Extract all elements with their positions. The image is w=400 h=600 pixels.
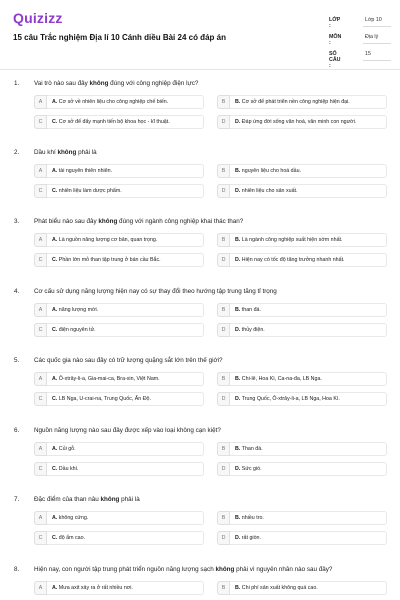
meta-label: MÔN :: [329, 34, 342, 46]
question-text: [34, 80, 198, 87]
option-body: Cơ sở về nhiên liệu cho công nghiệp chế biến.: [58, 99, 169, 105]
answer-option-b[interactable]: [217, 511, 387, 525]
option-letter-badge: A: [34, 303, 47, 317]
option-body: nhiều tro.: [241, 515, 264, 521]
answer-option-a[interactable]: [34, 511, 204, 525]
meta-label: LỚP :: [329, 17, 341, 29]
option-label: A.: [52, 168, 58, 174]
question-text-emphasis: không: [89, 80, 109, 87]
option-letter-badge: A: [34, 164, 47, 178]
answer-option-d[interactable]: [217, 392, 387, 406]
option-text: [52, 116, 204, 128]
option-body: Than đá.: [241, 446, 263, 452]
option-letter-badge: A: [34, 442, 47, 456]
option-body: không cứng.: [58, 515, 89, 521]
option-body: nhiên liệu làm dược phẩm.: [58, 188, 122, 194]
answer-option-c[interactable]: [34, 531, 204, 545]
option-label: C.: [52, 535, 58, 541]
option-text: [235, 393, 387, 405]
answer-option-a[interactable]: [34, 581, 204, 595]
option-letter-badge: A: [34, 95, 47, 109]
option-text: [52, 185, 204, 197]
document-title: 15 câu Trắc nghiệm Địa lí 10 Cánh diều Bài 24 có đáp án: [13, 33, 226, 42]
option-letter-badge: C: [34, 531, 47, 545]
question-number: 7.: [14, 496, 20, 503]
option-letter-badge: C: [34, 392, 47, 406]
question-number: 3.: [14, 218, 20, 225]
option-text: [52, 393, 204, 405]
answer-option-b[interactable]: [217, 233, 387, 247]
answer-option-a[interactable]: [34, 233, 204, 247]
question-text-emphasis: không: [100, 496, 120, 503]
answer-option-d[interactable]: [217, 253, 387, 267]
question-text-part: đúng với công nghiệp điện lực?: [108, 80, 199, 87]
meta-value: Địa lý: [363, 31, 391, 44]
option-text: [235, 234, 387, 246]
option-label: D.: [235, 327, 241, 333]
answer-option-c[interactable]: [34, 323, 204, 337]
option-body: Phần lớn mỏ than tập trung ở bán cầu Bắc.: [58, 257, 161, 263]
option-text: [52, 324, 204, 336]
option-label: C.: [52, 257, 58, 263]
option-body: Chi-lê, Hoa Kì, Ca-na-đa, LB Nga.: [241, 376, 322, 382]
answer-option-d[interactable]: [217, 323, 387, 337]
option-text: [52, 304, 204, 316]
question-text-part: Nguồn năng lượng nào sau đây được xếp vào loại không cạn kiệt?: [34, 427, 221, 434]
option-body: Chi phí sản xuất không quá cao.: [241, 585, 318, 591]
option-letter-badge: C: [34, 323, 47, 337]
option-body: Là nguồn năng lượng cơ bản, quan trọng.: [58, 237, 158, 243]
option-label: D.: [235, 188, 241, 194]
option-letter-badge: B: [217, 372, 230, 386]
option-text: [235, 532, 387, 544]
header: [0, 0, 400, 69]
question-text: [34, 566, 332, 573]
option-body: điện nguyên tử.: [58, 327, 96, 333]
option-body: tài nguyên thiên nhiên.: [58, 168, 113, 174]
answer-option-d[interactable]: [217, 462, 387, 476]
question-text-emphasis: không: [98, 218, 118, 225]
option-label: C.: [52, 466, 58, 472]
option-label: B.: [235, 237, 241, 243]
option-label: A.: [52, 515, 58, 521]
question-text-part: Các quốc gia nào sau đây có trữ lượng quặng sắt lớn trên thế giới?: [34, 357, 223, 364]
question-text-part: phải là: [119, 496, 140, 503]
option-body: Dầu khí.: [58, 466, 79, 472]
answer-option-c[interactable]: [34, 184, 204, 198]
option-body: độ ẩm cao.: [58, 535, 86, 541]
option-letter-badge: B: [217, 95, 230, 109]
question-text: [34, 496, 140, 503]
answer-option-b[interactable]: [217, 442, 387, 456]
answer-option-a[interactable]: [34, 95, 204, 109]
question-text-part: Hiện nay, con người tập trung phát triển nguồn năng lượng sạch: [34, 566, 216, 573]
answer-option-c[interactable]: [34, 392, 204, 406]
option-body: LB Nga, U-crai-na, Trung Quốc, Ấn Độ.: [58, 396, 151, 402]
answer-option-b[interactable]: [217, 581, 387, 595]
option-text: [235, 185, 387, 197]
answer-option-c[interactable]: [34, 462, 204, 476]
option-letter-badge: C: [34, 184, 47, 198]
option-text: [52, 463, 204, 475]
answer-option-b[interactable]: [217, 303, 387, 317]
answer-option-a[interactable]: [34, 164, 204, 178]
option-letter-badge: B: [217, 303, 230, 317]
option-label: B.: [235, 99, 241, 105]
option-label: B.: [235, 446, 241, 452]
answer-option-b[interactable]: [217, 372, 387, 386]
option-label: B.: [235, 376, 241, 382]
option-text: [52, 234, 204, 246]
option-text: [52, 165, 204, 177]
option-text: [235, 582, 387, 594]
option-letter-badge: D: [217, 531, 230, 545]
answer-option-b[interactable]: [217, 95, 387, 109]
meta-label: SỐ CÂU :: [329, 51, 341, 69]
option-letter-badge: D: [217, 323, 230, 337]
question-text-part: Cơ cấu sử dụng năng lượng hiện nay có sự thay đổi theo hướng tập trung tăng tỉ trọng: [34, 288, 277, 295]
meta-value: Lớp 10: [363, 14, 391, 27]
option-body: Cơ sở để phát triển nền công nghiệp hiện đại.: [241, 99, 350, 105]
option-body: Sức gió.: [241, 466, 262, 472]
option-text: [52, 582, 204, 594]
option-label: A.: [52, 99, 58, 105]
option-text: [235, 443, 387, 455]
answer-option-d[interactable]: [217, 115, 387, 129]
meta-value: 15: [363, 48, 391, 61]
question-text: [34, 357, 223, 364]
option-letter-badge: A: [34, 233, 47, 247]
option-letter-badge: C: [34, 115, 47, 129]
question-text-part: Vai trò nào sau đây: [34, 80, 90, 87]
option-letter-badge: A: [34, 372, 47, 386]
option-letter-badge: C: [34, 462, 47, 476]
option-letter-badge: B: [217, 581, 230, 595]
option-label: D.: [235, 257, 241, 263]
option-letter-badge: D: [217, 462, 230, 476]
option-body: Mưa axit xảy ra ở rất nhiều nơi.: [58, 585, 133, 591]
option-text: [235, 165, 387, 177]
question-text-emphasis: không: [215, 566, 235, 573]
option-label: B.: [235, 515, 241, 521]
question-number: 6.: [14, 427, 20, 434]
option-body: năng lượng mới.: [58, 307, 99, 313]
option-label: D.: [235, 396, 241, 402]
option-text: [52, 512, 204, 524]
option-label: D.: [235, 119, 241, 125]
option-text: [235, 116, 387, 128]
option-label: C.: [52, 327, 58, 333]
option-label: D.: [235, 535, 241, 541]
option-text: [235, 463, 387, 475]
option-letter-badge: D: [217, 253, 230, 267]
question-text: [34, 288, 277, 295]
option-text: [235, 373, 387, 385]
question-text-part: phải vì nguyên nhân nào sau đây?: [234, 566, 333, 573]
option-label: C.: [52, 188, 58, 194]
header-divider: [0, 69, 400, 70]
option-label: A.: [52, 446, 58, 452]
option-text: [52, 532, 204, 544]
option-label: B.: [235, 585, 241, 591]
question-number: 4.: [14, 288, 20, 295]
option-body: nguyên liệu cho hoá dầu.: [241, 168, 301, 174]
option-label: A.: [52, 585, 58, 591]
option-letter-badge: A: [34, 581, 47, 595]
option-body: Cơ sở để đẩy mạnh tiến bộ khoa học - kĩ thuật.: [58, 119, 170, 125]
answer-option-a[interactable]: [34, 442, 204, 456]
question-text-part: Dầu khí: [34, 149, 58, 156]
option-text: [52, 443, 204, 455]
option-letter-badge: D: [217, 392, 230, 406]
option-label: C.: [52, 119, 58, 125]
quizizz-logo: Quizizz: [13, 10, 63, 26]
option-body: than đá.: [241, 307, 261, 313]
question-text-emphasis: không: [57, 149, 77, 156]
answer-option-d[interactable]: [217, 184, 387, 198]
option-text: [235, 512, 387, 524]
option-letter-badge: B: [217, 511, 230, 525]
option-letter-badge: D: [217, 184, 230, 198]
option-letter-badge: B: [217, 233, 230, 247]
option-label: D.: [235, 466, 241, 472]
option-body: Đáp ứng đời sống văn hoá, văn minh con người.: [241, 119, 357, 125]
answer-option-a[interactable]: [34, 303, 204, 317]
question-number: 5.: [14, 357, 20, 364]
option-body: nhiên liệu cho sản xuất.: [241, 188, 298, 194]
option-text: [235, 304, 387, 316]
question-number: 2.: [14, 149, 20, 156]
option-text: [52, 373, 204, 385]
question-text: [34, 218, 243, 225]
answer-option-d[interactable]: [217, 531, 387, 545]
option-label: A.: [52, 376, 58, 382]
option-body: Hiện nay có tốc độ tăng trưởng nhanh nhất.: [241, 257, 345, 263]
option-label: A.: [52, 237, 58, 243]
option-text: [235, 254, 387, 266]
option-letter-badge: C: [34, 253, 47, 267]
option-text: [235, 324, 387, 336]
option-body: rất giòn.: [241, 535, 261, 541]
option-body: Ô-xtrây-li-a, Gia-mai-ca, Bra-xin, Việt Nam.: [58, 376, 160, 382]
option-letter-badge: B: [217, 442, 230, 456]
option-label: B.: [235, 307, 241, 313]
question-text: [34, 427, 221, 434]
question-number: 1.: [14, 80, 20, 87]
option-text: [52, 254, 204, 266]
question-text-part: đúng với ngành công nghiệp khai thác than?: [117, 218, 244, 225]
option-label: C.: [52, 396, 58, 402]
question-text: [34, 149, 97, 156]
question-text-part: phải là: [76, 149, 97, 156]
option-letter-badge: A: [34, 511, 47, 525]
option-label: B.: [235, 168, 241, 174]
question-number: 8.: [14, 566, 20, 573]
option-text: [52, 96, 204, 108]
option-body: Là ngành công nghiệp xuất hiện sớm nhất.: [241, 237, 343, 243]
option-body: Củi gỗ.: [58, 446, 76, 452]
answer-option-b[interactable]: [217, 164, 387, 178]
option-text: [235, 96, 387, 108]
option-letter-badge: B: [217, 164, 230, 178]
answer-option-c[interactable]: [34, 115, 204, 129]
question-text-part: Phát biểu nào sau đây: [34, 218, 99, 225]
option-body: Trung Quốc, Ô-xtrây-li-a, LB Nga, Hoa Kì.: [241, 396, 340, 402]
option-label: A.: [52, 307, 58, 313]
question-text-part: Đặc điểm của than nâu: [34, 496, 101, 503]
answer-option-a[interactable]: [34, 372, 204, 386]
option-letter-badge: D: [217, 115, 230, 129]
option-body: thủy điện.: [241, 327, 265, 333]
answer-option-c[interactable]: [34, 253, 204, 267]
